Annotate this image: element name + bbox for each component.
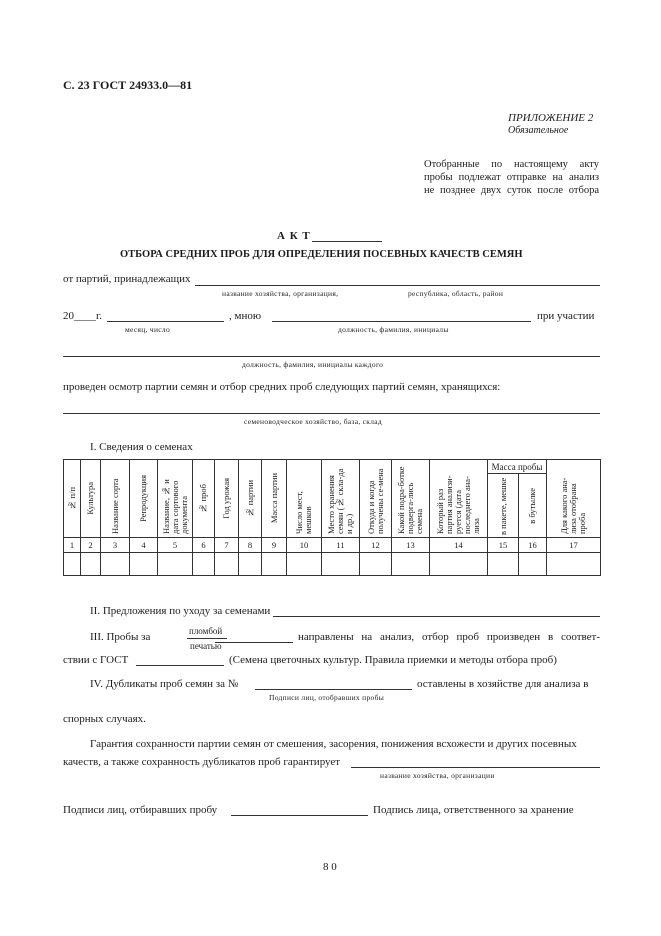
inspection-text: проведен осмотр партии семян и отбор средних проб следующих партий семян, хранящихся: <box>63 381 501 393</box>
caption-position: должность, фамилия, инициалы <box>338 325 449 334</box>
header-cell: № проб <box>193 460 215 538</box>
page-number: 8 0 <box>323 861 337 873</box>
act-subtitle: ОТБОРА СРЕДНИХ ПРОБ ДЛЯ ОПРЕДЕЛЕНИЯ ПОСЕВНЫХ КАЧЕСТВ СЕМЯН <box>120 249 523 260</box>
column-number: 16 <box>519 538 547 553</box>
notice-line-1: Отобранные по настоящему акту <box>424 159 599 170</box>
caption-region: республика, область, район <box>408 289 504 298</box>
seal-number-field[interactable] <box>215 642 293 643</box>
header-cell: Какой подра-ботке подверга-лись семена <box>392 460 430 538</box>
sign-left-label: Подписи лиц, отбиравших пробу <box>63 804 218 816</box>
section-2-label: II. Предложения по уходу за семенами <box>90 605 271 617</box>
column-number: 15 <box>488 538 519 553</box>
column-number: 3 <box>101 538 130 553</box>
column-number: 8 <box>239 538 262 553</box>
seeds-table <box>63 459 601 576</box>
header-cell: Место хранения семян (№ скла-да и др.) <box>322 460 360 538</box>
section-3-label: III. Пробы за <box>90 631 151 643</box>
header-cell: Который раз партия анализи-руется (дата последнего ана-лиза <box>430 460 488 538</box>
inspector-field[interactable] <box>272 321 531 322</box>
column-number: 14 <box>430 538 488 553</box>
year-label: 20____г. <box>63 310 103 322</box>
caption-farm-org: название хозяйства, организации <box>380 771 495 780</box>
column-number: 7 <box>215 538 239 553</box>
caption-each: должность, фамилия, инициалы каждого <box>242 360 384 369</box>
notice-block <box>424 158 599 197</box>
section-3-line2: ствии с ГОСТ <box>63 654 129 666</box>
column-number: 9 <box>262 538 287 553</box>
column-number: 13 <box>392 538 430 553</box>
section-4-text: оставлены в хозяйстве для анализа в <box>417 678 589 690</box>
section-4-label: IV. Дубликаты проб семян за № <box>90 678 239 690</box>
column-number: 1 <box>64 538 81 553</box>
column-number: 6 <box>193 538 215 553</box>
print-option: печатью <box>190 641 222 651</box>
column-number: 4 <box>130 538 158 553</box>
caption-farm: название хозяйства, организация, <box>222 289 339 298</box>
header-cell: Откуда и когда получены се-мена <box>360 460 392 538</box>
date-field[interactable] <box>107 321 224 322</box>
seal-option: пломбой <box>189 626 223 636</box>
participation-label: при участии <box>537 310 595 322</box>
header-cell: Культура <box>81 460 101 538</box>
storage-field[interactable] <box>63 413 600 414</box>
guarantee-line-2: качеств, а также сохранность дубликатов проб гарантирует <box>63 756 341 768</box>
page-reference: С. 23 ГОСТ 24933.0—81 <box>63 78 193 92</box>
guarantor-field[interactable] <box>351 767 600 768</box>
guarantee-line-1: Гарантия сохранности партии семян от смешения, засорения, понижения всхожести и других посевных <box>90 738 577 750</box>
column-number: 11 <box>322 538 360 553</box>
mandatory-label: Обязательное <box>508 125 569 136</box>
section-3-text: направлены на анализ, отбор проб произведен в соответ- <box>298 631 600 643</box>
header-cell: № п/п <box>64 460 81 538</box>
header-cell: в бутылке <box>519 474 547 538</box>
column-number: 5 <box>158 538 193 553</box>
duplicate-number-field[interactable] <box>255 689 412 690</box>
appendix-label: ПРИЛОЖЕНИЕ 2 <box>508 112 594 124</box>
column-number: 2 <box>81 538 101 553</box>
notice-line-2: пробы подлежат отправке на анализ <box>424 172 599 183</box>
header-cell: Число мест, мешков <box>287 460 322 538</box>
seal-divider <box>187 638 227 639</box>
header-cell: в пакете, мешке <box>488 474 519 538</box>
act-number-line[interactable] <box>312 241 382 242</box>
column-number: 10 <box>287 538 322 553</box>
caption-date: месяц, число <box>125 325 171 334</box>
care-proposals-field[interactable] <box>273 616 600 617</box>
sign-right-label: Подпись лица, ответственного за хранение <box>373 804 574 816</box>
notice-line-3: не позднее двух суток после отбора <box>424 185 599 196</box>
section-3-line2-rest: (Семена цветочных культур. Правила приемки и методы отбора проб) <box>229 654 557 666</box>
column-number: 17 <box>547 538 601 553</box>
by-me-label: , мною <box>229 310 262 322</box>
header-cell: Название, № и дата сортового документа <box>158 460 193 538</box>
samplers-signature-field[interactable] <box>231 815 368 816</box>
caption-signers: Подписи лиц, отобравших пробы <box>269 693 385 702</box>
header-cell: Год урожая <box>215 460 239 538</box>
section-1-heading: I. Сведения о семенах <box>90 441 193 453</box>
header-cell: Масса партии <box>262 460 287 538</box>
section-4-line2: спорных случаях. <box>63 713 146 725</box>
mass-group-header: Масса пробы <box>488 460 547 474</box>
header-cell: Репродукция <box>130 460 158 538</box>
table-row[interactable] <box>64 553 601 576</box>
header-cell: Для какого ана-лиза отобрана проба <box>547 460 601 538</box>
from-parties-label: от партий, принадлежащих <box>63 273 191 285</box>
gost-number-field[interactable] <box>136 665 224 666</box>
act-title: А К Т <box>277 230 311 242</box>
caption-storage: семеноводческое хозяйство, база, склад <box>244 417 383 426</box>
header-cell: Название сорта <box>101 460 130 538</box>
owner-field[interactable] <box>195 285 600 286</box>
participants-field[interactable] <box>63 356 600 357</box>
column-number: 12 <box>360 538 392 553</box>
header-cell: № партии <box>239 460 262 538</box>
